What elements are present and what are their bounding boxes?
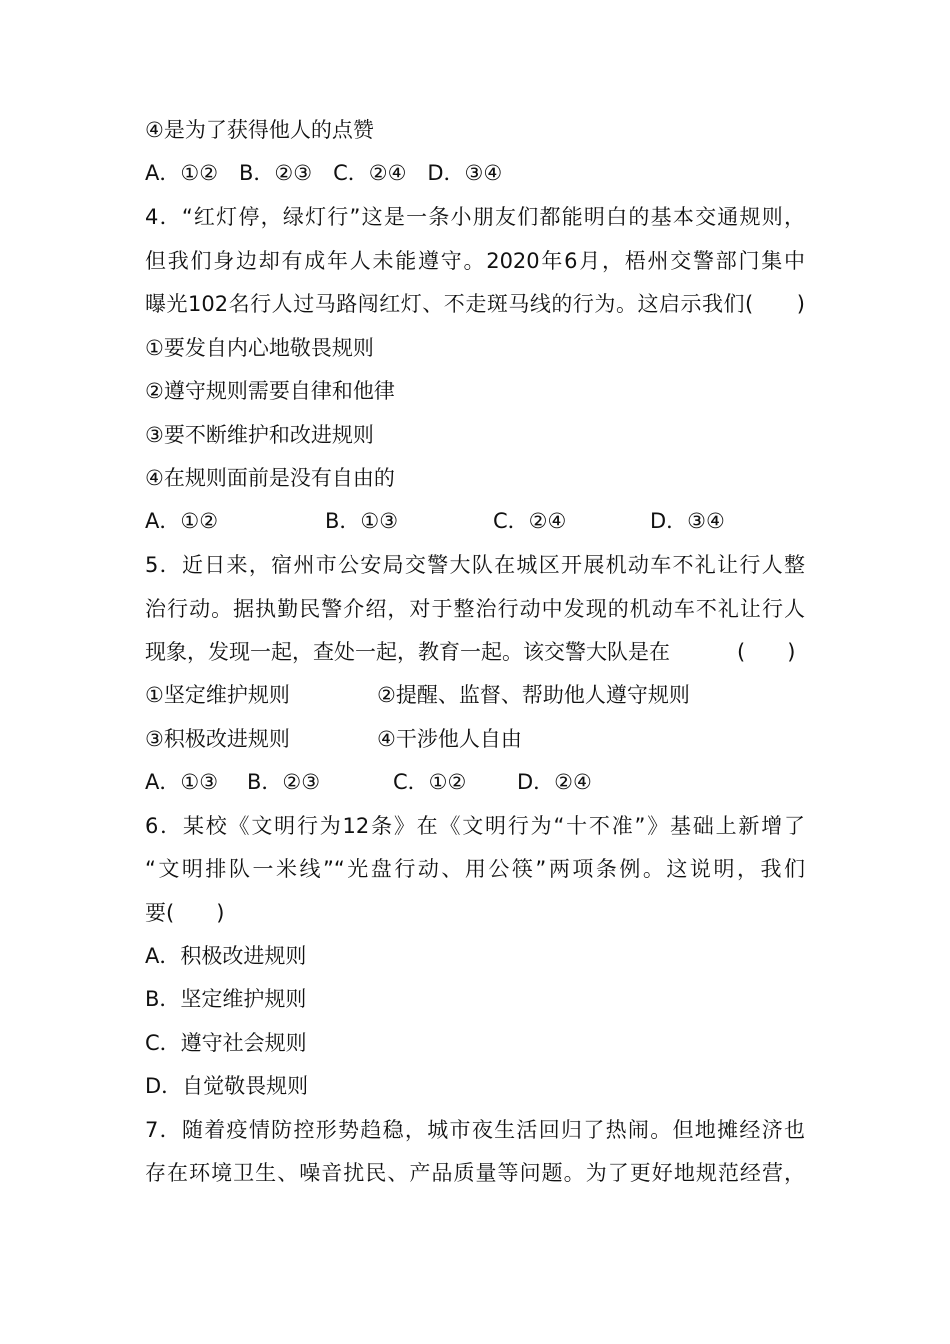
q5-answer-paren: ( )	[737, 640, 796, 664]
q5-item-2: ②提醒、监督、帮助他人遵守规则	[377, 683, 690, 707]
q6-option-a: A．积极改进规则	[145, 944, 307, 968]
q5-answer-d: D．②④	[517, 770, 592, 794]
q6-stem-line-3: 要( )	[145, 901, 225, 925]
q4-answers	[145, 506, 805, 536]
q5-answer-c: C．①②	[393, 770, 467, 794]
q4-answer-d: D．③④	[650, 509, 725, 533]
q5-stem-line-2: 治行动。据执勤民警介绍，对于整治行动中发现的机动车不礼让行人	[145, 597, 805, 621]
q4-stem-line-1: 4．“红灯停，绿灯行”这是一条小朋友们都能明白的基本交通规则，	[145, 205, 805, 229]
q7-stem-line-1: 7．随着疫情防控形势趋稳，城市夜生活回归了热闹。但地摊经济也	[145, 1118, 805, 1142]
q7-stem-line-2: 存在环境卫生、噪音扰民、产品质量等问题。为了更好地规范经营，	[145, 1161, 805, 1185]
q6-option-b: B．坚定维护规则	[145, 987, 307, 1011]
q6-stem-line-2: “文明排队一米线”“光盘行动、用公筷”两项条例。这说明，我们	[145, 857, 805, 881]
q3-answers: A．①② B．②③ C．②④ D．③④	[145, 161, 503, 185]
q4-answer-c: C．②④	[493, 509, 567, 533]
q5-items-row-2	[145, 724, 805, 754]
q4-answer-a: A．①②	[145, 509, 219, 533]
q5-stem-text: 现象，发现一起，查处一起，教育一起。该交警大队是在	[145, 640, 670, 664]
q5-answers	[145, 767, 805, 797]
q4-item-1: ①要发自内心地敬畏规则	[145, 336, 374, 360]
q4-item-4: ④在规则面前是没有自由的	[145, 466, 395, 490]
q5-stem-line-1: 5．近日来，宿州市公安局交警大队在城区开展机动车不礼让行人整	[145, 553, 805, 577]
q4-stem-line-2: 但我们身边却有成年人未能遵守。2020年6月，梧州交警部门集中	[145, 249, 805, 273]
q6-option-d: D．自觉敬畏规则	[145, 1074, 309, 1098]
q5-stem-line-3	[145, 637, 805, 667]
q5-answer-a: A．①③	[145, 770, 219, 794]
q4-answer-b: B．①③	[325, 509, 399, 533]
q5-item-4: ④干涉他人自由	[377, 727, 522, 751]
q4-stem-line-3: 曝光102名行人过马路闯红灯、不走斑马线的行为。这启示我们( )	[145, 292, 805, 316]
q5-answer-b: B．②③	[247, 770, 321, 794]
q3-item-4: ④是为了获得他人的点赞	[145, 118, 374, 142]
q4-item-2: ②遵守规则需要自律和他律	[145, 379, 395, 403]
q4-item-3: ③要不断维护和改进规则	[145, 423, 374, 447]
q5-item-3: ③积极改进规则	[145, 727, 290, 751]
q6-stem-line-1: 6．某校《文明行为12条》在《文明行为“十不准”》基础上新增了	[145, 814, 805, 838]
q5-item-1: ①坚定维护规则	[145, 683, 290, 707]
q6-option-c: C．遵守社会规则	[145, 1031, 307, 1055]
q5-items-row-1	[145, 680, 805, 710]
